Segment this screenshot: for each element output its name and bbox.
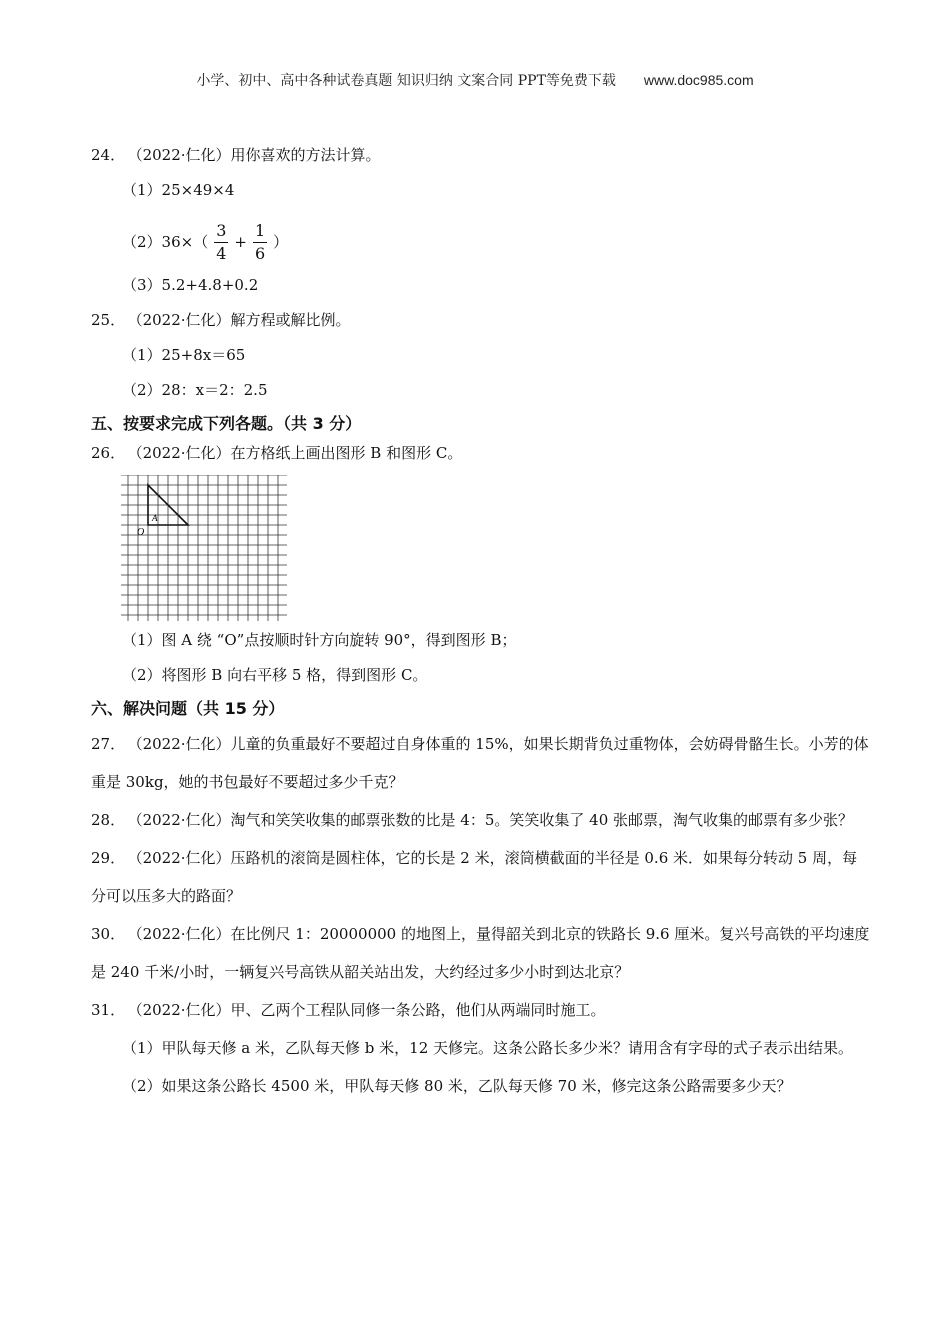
question-31: [91, 991, 871, 1029]
grid-lines: [121, 475, 287, 621]
question-number: 24．: [91, 146, 126, 164]
question-text: （2022·仁化）甲、乙两个工程队同修一条公路，他们从两端同时施工。: [135, 1001, 606, 1019]
q26-sub1: （1）图 A 绕 “O”点按顺时针方向旋转 90°，得到图形 B；: [122, 631, 517, 649]
plus-sign: +: [234, 233, 247, 251]
section-5-title: 五、按要求完成下列各题。（共 3 分）: [91, 414, 362, 433]
question-text: （2022·仁化）压路机的滚筒是圆柱体，它的长是 2 米，滚筒横截面的半径是 0.6 米．如果每分转动 5 周，每分可以压多大的路面？: [91, 849, 858, 905]
page-header: [0, 70, 950, 90]
question-25: [91, 307, 871, 342]
question-text: （2022·仁化）在比例尺 1：20000000 的地图上，量得韶关到北京的铁路长 9.6 厘米。复兴号高铁的平均速度是 240 千米/小时，一辆复兴号高铁从韶关站出发，大约经过多少小时到达北京？: [91, 925, 870, 981]
question-text: （2022·仁化）在方格纸上画出图形 B 和图形 C。: [135, 444, 463, 462]
question-number: 27．: [91, 735, 126, 753]
exam-content: [91, 142, 871, 1105]
q24-sub3: （3）5.2+4.8+0.2: [122, 276, 259, 294]
grid-figure: [91, 475, 871, 627]
q31-sub1: （1）甲队每天修 a 米，乙队每天修 b 米，12 天修完。这条公路长多少米？请用含有字母的式子表示出结果。: [122, 1039, 854, 1057]
q24-sub2-suffix: ）: [273, 233, 289, 251]
question-number: 31．: [91, 1001, 126, 1019]
q31-sub2: （2）如果这条公路长 4500 米，甲队每天修 80 米，乙队每天修 70 米，修完这条公路需要多少天？: [122, 1077, 792, 1095]
fraction-numerator: 3: [214, 220, 228, 243]
header-site: www.doc985.com: [643, 72, 754, 88]
question-number: 29．: [91, 849, 126, 867]
question-27: [91, 725, 871, 801]
question-text: （2022·仁化）淘气和笑笑收集的邮票张数的比是 4：5。笑笑收集了 40 张邮票，淘气收集的邮票有多少张？: [135, 811, 854, 829]
question-26: [91, 440, 871, 475]
q24-sub2-prefix: （2）36×（: [122, 233, 209, 251]
q25-sub2: （2）28：x＝2：2.5: [122, 381, 268, 399]
question-number: 25．: [91, 311, 126, 329]
question-number: 26．: [91, 444, 126, 462]
grid-paper: [121, 475, 287, 621]
q24-sub2: [91, 212, 871, 272]
question-24: [91, 142, 871, 177]
question-30: [91, 915, 871, 991]
question-text: （2022·仁化）儿童的负重最好不要超过自身体重的 15%，如果长期背负过重物体，会妨碍骨骼生长。小芳的体重是 30kg，她的书包最好不要超过多少千克？: [91, 735, 869, 791]
q26-sub2: （2）将图形 B 向右平移 5 格，得到图形 C。: [122, 666, 428, 684]
question-number: 30．: [91, 925, 126, 943]
question-number: 28．: [91, 811, 126, 829]
label-a: A: [152, 513, 158, 523]
label-o: O: [137, 527, 145, 538]
fraction-denominator: 4: [216, 243, 227, 263]
q24-sub1: （1）25×49×4: [122, 181, 235, 199]
header-text: 小学、初中、高中各种试卷真题 知识归纳 文案合同 PPT等免费下载: [196, 73, 616, 89]
fraction-numerator: 1: [253, 220, 267, 243]
question-29: [91, 839, 871, 915]
question-text: （2022·仁化）解方程或解比例。: [135, 311, 351, 329]
question-text: （2022·仁化）用你喜欢的方法计算。: [135, 146, 381, 164]
fraction-three-quarters: [214, 220, 228, 265]
fraction-one-sixth: [253, 220, 267, 265]
section-6-title: 六、解决问题（共 15 分）: [91, 699, 285, 718]
q25-sub1: （1）25+8x＝65: [122, 346, 246, 364]
question-28: [91, 801, 871, 839]
fraction-denominator: 6: [254, 243, 266, 263]
